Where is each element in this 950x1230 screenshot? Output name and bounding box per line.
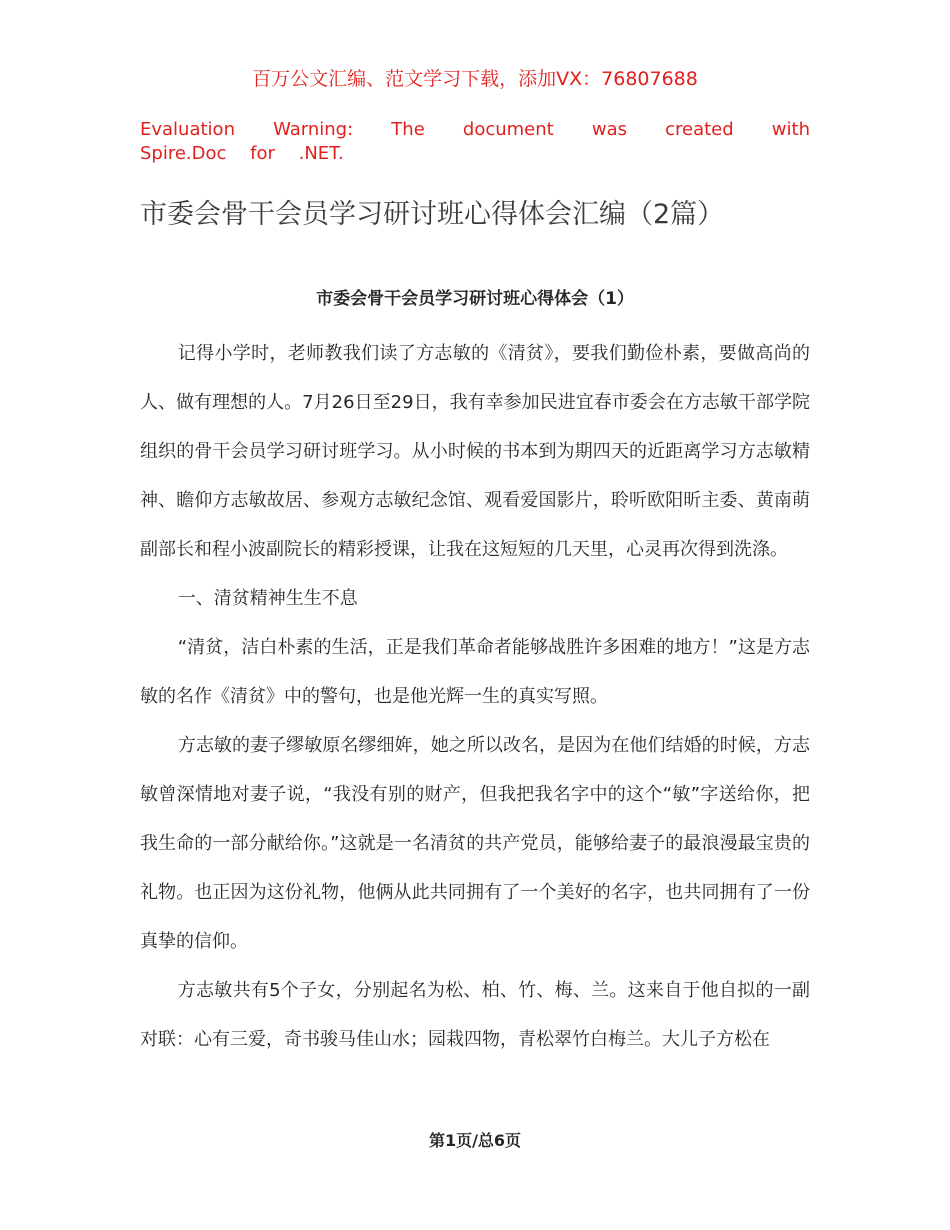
paragraph: 方志敏的妻子缪敏原名缪细姩，她之所以改名，是因为在他们结婚的时候，方志敏曾深情地对妻子说，“我没有别的财产，但我把我名字中的这个“敏”字送给你，把我生命的一部分献给你。”这就是一名清贫的共产党员，能够给妻子的最浪漫最宝贵的礼物。也正因为这份礼物，他俩从此共同拥有了一个美好的名字，也共同拥有了一份真挚的信仰。 bbox=[140, 735, 810, 952]
header-notice: 百万公文汇编、范文学习下载，添加VX：76807688 bbox=[252, 68, 698, 90]
section-heading: 一、清贫精神生生不息 bbox=[177, 588, 358, 609]
section-title: 市委会骨干会员学习研讨班心得体会（1） bbox=[316, 289, 634, 309]
paragraph: 方志敏共有5个子女，分别起名为松、柏、竹、梅、兰。这来自于他自拟的一副对联：心有三爱，奇书骏马佳山水；园栽四物，青松翠竹白梅兰。大儿子方松在 bbox=[140, 980, 810, 1050]
page-number: 第1页/总6页 bbox=[428, 1131, 522, 1150]
paragraph: “清贫，洁白朴素的生活，正是我们革命者能够战胜许多困难的地方！”这是方志敏的名作《清贫》中的警句，也是他光辉一生的真实写照。 bbox=[140, 637, 810, 707]
evaluation-warning: Evaluation Warning: The document was created with Spire.Doc for .NET. bbox=[140, 119, 810, 164]
paragraph: 记得小学时，老师教我们读了方志敏的《清贫》，要我们勤俭朴素，要做高尚的人、做有理想的人。7月26日至29日，我有幸参加民进宜春市委会在方志敏干部学院组织的骨干会员学习研讨班学习。从小时候的书本到为期四天的近距离学习方志敏精神、瞻仰方志敏故居、参观方志敏纪念馆、观看爱国影片，聆听欧阳昕主委、黄南萌副部长和程小波副院长的精彩授课，让我在这短短的几天里，心灵再次得到洗涤。 bbox=[140, 343, 810, 560]
document-title: 市委会骨干会员学习研讨班心得体会汇编（2篇） bbox=[140, 199, 725, 230]
body-text bbox=[140, 329, 810, 1064]
